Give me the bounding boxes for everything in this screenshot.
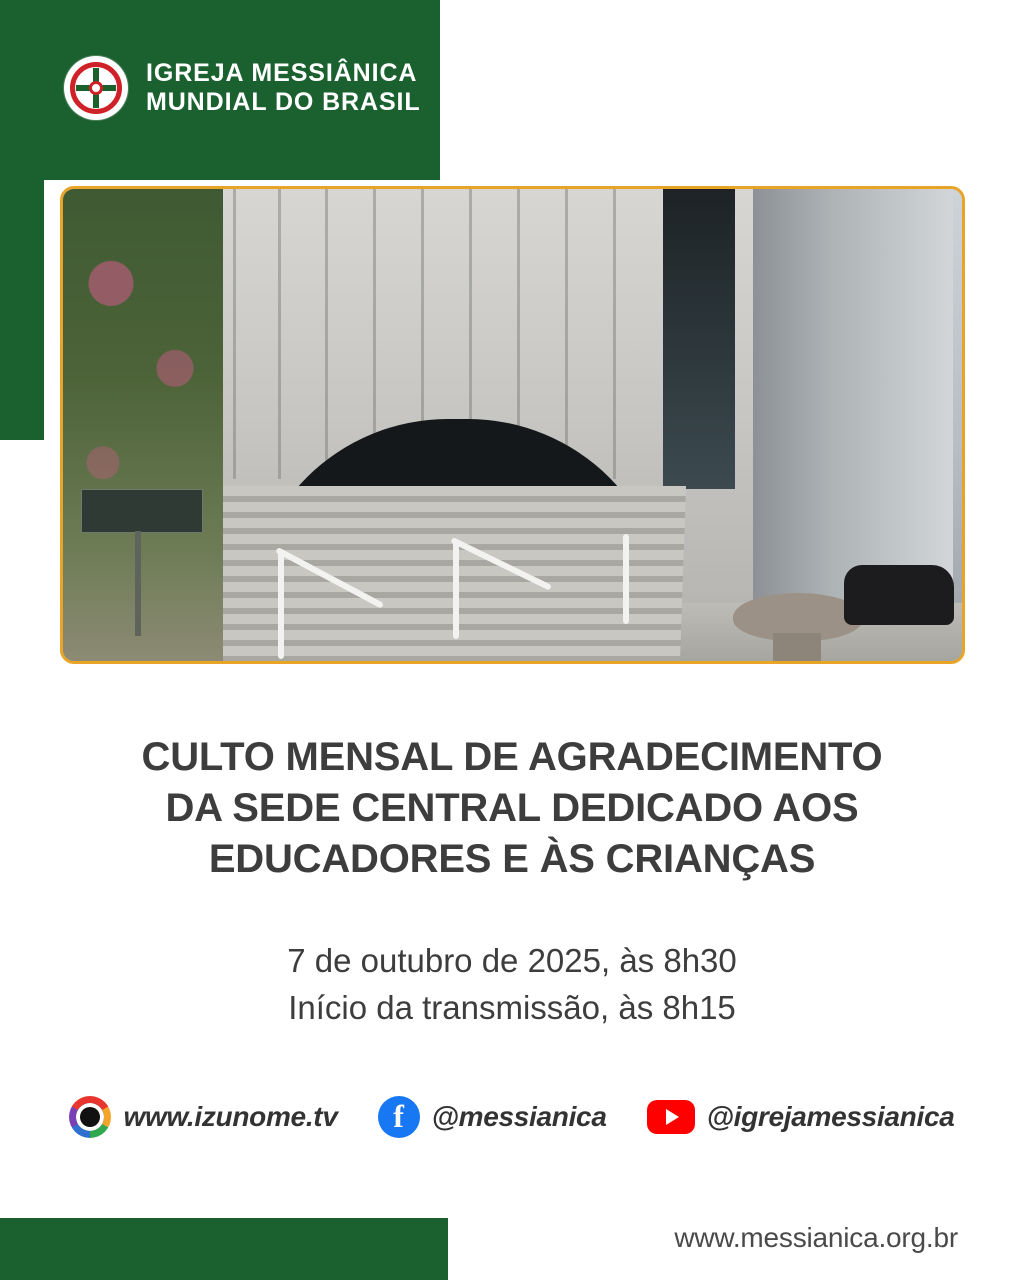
social-links [0,1096,1024,1138]
facebook-icon: f [378,1096,420,1138]
page-title-line2: DA SEDE CENTRAL DEDICADO AOS [165,786,859,831]
page-title [0,732,1024,886]
social-label-izunome: www.izunome.tv [123,1101,338,1132]
social-link-izunome[interactable] [69,1096,337,1138]
messianic-cross-circle-icon [64,56,128,120]
social-link-facebook[interactable] [378,1096,607,1138]
youtube-icon [647,1100,695,1134]
social-label-facebook: @messianica [431,1101,607,1132]
left-green-accent-bar [0,180,44,440]
event-date-time: 7 de outubro de 2025, às 8h30 [287,942,737,979]
page-title-line1: CULTO MENSAL DE AGRADECIMENTO [141,735,883,779]
brand-name-line2: MUNDIAL DO BRASIL [146,88,421,116]
social-link-youtube[interactable] [647,1100,955,1134]
event-details [0,938,1024,1032]
page-title-line3: EDUCADORES E ÀS CRIANÇAS [208,837,816,882]
hero-photo [60,186,965,664]
footer-website[interactable]: www.messianica.org.br [674,1222,958,1253]
brand-name [146,59,421,118]
izunome-tv-icon [69,1096,111,1138]
social-label-youtube: @igrejamessianica [706,1101,955,1132]
brand-name-line1: IGREJA MESSIÂNICA [146,58,418,87]
broadcast-start-time: Início da transmissão, às 8h15 [288,988,736,1026]
footer-green-block [0,1218,448,1280]
hero-photo-illustration [63,189,962,661]
brand-logo [64,56,421,120]
